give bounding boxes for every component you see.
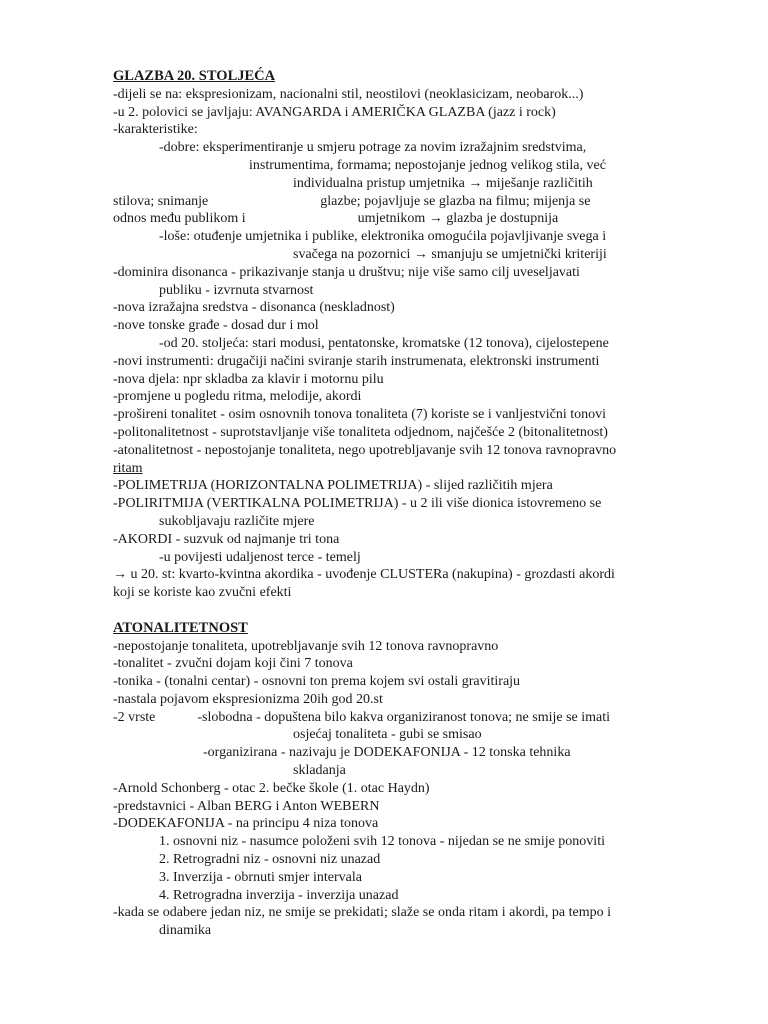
- text-line: -nova djela: npr skladba za klavir i motornu pilu: [113, 371, 384, 387]
- text-line: skladanja: [293, 763, 346, 779]
- text-line: -u povijesti udaljenost terce - temelj: [159, 549, 361, 565]
- text-line: -dobre: eksperimentiranje u smjeru potrage za novim izražajnim sredstvima,: [159, 140, 587, 156]
- list-item: 4. Retrogradna inverzija - inverzija unazad: [159, 887, 399, 903]
- text-line: -karakteristike:: [113, 122, 198, 138]
- text-line: -nastala pojavom ekspresionizma 20ih god 20.st: [113, 691, 383, 707]
- section-title-glazba: GLAZBA 20. STOLJEĆA: [113, 68, 276, 84]
- list-item: 3. Inverzija - obrnuti smjer intervala: [159, 869, 362, 885]
- section-title-atonalitetnost: ATONALITETNOST: [113, 619, 248, 636]
- text-line: -prošireni tonalitet - osim osnovnih tonova tonaliteta (7) koriste se i vanljestvični tonovi: [113, 407, 607, 423]
- text-line: -organizirana - nazivaju je DODEKAFONIJA - 12 tonska tehnika: [203, 745, 571, 761]
- text-line: individualna pristup umjetnika → miješanje različitih: [293, 175, 593, 191]
- text-line: -novi instrumenti: drugačiji načini sviranje starih instrumenata, elektronski instrumenti: [113, 353, 600, 369]
- text-line: -nepostojanje tonaliteta, upotrebljavanje svih 12 tonova ravnopravno: [113, 638, 499, 654]
- list-item: 2. Retrogradni niz - osnovni niz unazad: [159, 852, 381, 868]
- text-line: dinamika: [159, 923, 212, 939]
- text-line: -AKORDI - suzvuk od najmanje tri tona: [113, 531, 340, 547]
- text-line: koji se koriste kao zvučni efekti: [113, 585, 292, 601]
- text-line: -dominira disonanca - prikazivanje stanja u društvu; nije više samo cilj uveseljavati: [113, 264, 580, 280]
- text-line: -tonalitet - zvučni dojam koji čini 7 tonova: [113, 656, 353, 672]
- text-line: -nova izražajna sredstva - disonanca (neskladnost): [113, 300, 395, 316]
- text-line: -kada se odabere jedan niz, ne smije se prekidati; slaže se onda ritam i akordi, pa tempo i: [113, 905, 611, 921]
- text-line: -politonalitetnost - suprotstavljanje više tonaliteta odjednom, najčešće 2 (bitonalitetnost): [113, 424, 608, 440]
- text-line: sukobljavaju različite mjere: [159, 513, 315, 529]
- text-line: -u 2. polovici se javljaju: AVANGARDA i AMERIČKA GLAZBA (jazz i rock): [113, 104, 556, 120]
- text-line: publiku - izvrnuta stvarnost: [159, 282, 314, 298]
- text-line: -predstavnici - Alban BERG i Anton WEBERN: [113, 798, 380, 814]
- section-gap: [113, 602, 668, 620]
- text-line: -POLIMETRIJA (HORIZONTALNA POLIMETRIJA) - slijed različitih mjera: [113, 478, 553, 494]
- text-line: -tonika - (tonalni centar) - osnovni ton prema kojem svi ostali gravitiraju: [113, 674, 521, 690]
- text-line: stilova; snimanje glazbe; pojavljuje se glazba na filmu; mijenja se: [113, 193, 591, 209]
- text-line: instrumentima, formama; nepostojanje jednog velikog stila, već: [249, 157, 606, 173]
- text-line: -2 vrste -slobodna - dopuštena bilo kakva organiziranost tonova; ne smije se imati: [113, 709, 611, 725]
- text-line: ritam: [113, 460, 143, 476]
- text-line: -nove tonske građe - dosad dur i mol: [113, 318, 319, 334]
- text-line: svačega na pozornici → smanjuju se umjetnički kriteriji: [293, 246, 607, 262]
- text-line: -dijeli se na: ekspresionizam, nacionalni stil, neostilovi (neoklasicizam, neobarok...): [113, 86, 584, 102]
- text-line: -od 20. stoljeća: stari modusi, pentatonske, kromatske (12 tonova), cijelostepene: [159, 335, 609, 351]
- text-line: -promjene u pogledu ritma, melodije, akordi: [113, 389, 362, 405]
- text-line: → u 20. st: kvarto-kvintna akordika - uvođenje CLUSTERa (nakupina) - grozdasti akordi: [113, 567, 615, 583]
- text-line: -Arnold Schonberg - otac 2. bečke škole (1. otac Haydn): [113, 780, 430, 796]
- list-item: 1. osnovni niz - nasumce položeni svih 12 tonova - nijedan se ne smije ponoviti: [159, 834, 605, 850]
- text-line: -DODEKAFONIJA - na principu 4 niza tonova: [113, 816, 379, 832]
- text-line: odnos među publikom i umjetnikom → glazba je dostupnija: [113, 211, 559, 227]
- text-line: osjećaj tonaliteta - gubi se smisao: [293, 727, 482, 743]
- text-line: -atonalitetnost - nepostojanje tonaliteta, nego upotrebljavanje svih 12 tonova ravnopravno: [113, 442, 617, 458]
- text-line: -loše: otuđenje umjetnika i publike, elektronika omogućila pojavljivanje svega i: [159, 229, 607, 245]
- text-line: -POLIRITMIJA (VERTIKALNA POLIMETRIJA) - u 2 ili više dionica istovremeno se: [113, 496, 602, 512]
